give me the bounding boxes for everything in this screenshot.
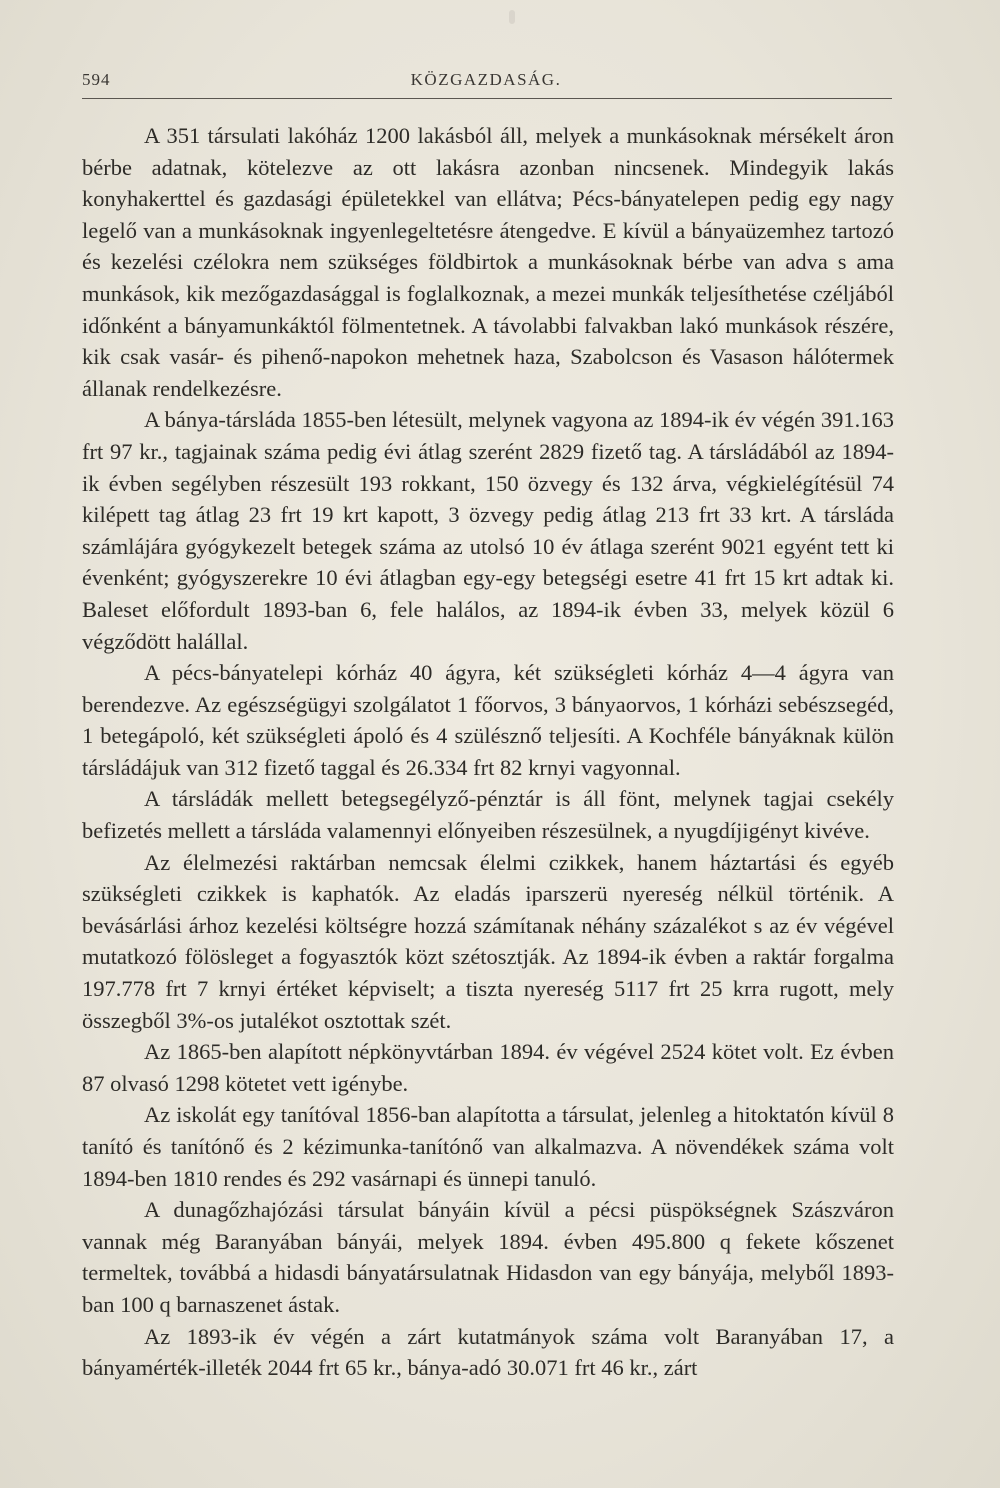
paragraph-library: Az 1865-ben alapított népkönyvtárban 1894. év végével 2524 kötet volt. Ez évben 87 olvasó 1298 kötetet vett igénybe. [82, 1039, 894, 1096]
header-rule [82, 98, 892, 99]
paragraph-fund: A bánya-társláda 1855-ben létesült, melynek vagyona az 1894-ik év végén 391.163 frt 97 kr., tagjainak száma pedig évi átlag szerént 2829 fizető tag. A társládából az 1894-ik évben segélyben részesült 193 rokkant, 150 özvegy és 132 árva, végkielégítésül 74 kilépett tag átlag 23 frt 19 krt kapott, 3 özvegy pedig átlag 213 frt 33 krt. A társláda számlájára gyógykezelt betegek száma az utolsó 10 év átlaga szerént 9021 egyént tett ki évenként; gyógyszerekre 10 évi átlagban egy-egy betegségi esetre 41 frt 15 krt adtak ki. Baleset előfordult 1893-ban 6, fele halálos, az 1894-ik évben 33, melyek közül 6 végződött halállal. [82, 407, 894, 654]
paragraph-food-store: Az élelmezési raktárban nemcsak élelmi czikkek, hanem háztartási és egyéb szükségleti czikkek is kaphatók. Az eladás iparszerü nyereség nélkül történik. A bevásárlási árhoz kezelési költségre hozzá számítanak néhány százalékot s az év végével mutatkozó fölösleget a fogyasztók közt szétosztják. Az 1894-ik évben a raktár forgalma 197.778 frt 7 krnyi értéket képviselt; a tiszta nyereség 5117 frt 25 krra rugott, mely összegből 3%-os jutalékot osztottak szét. [82, 849, 894, 1033]
running-title: KÖZGAZDASÁG. [410, 70, 562, 89]
paragraph-other-mines: A dunagőzhajózási társulat bányáin kívül a pécsi püspökségnek Szászváron vannak még Baranyában bányái, melyek 1894. évben 495.800 q fekete kőszenet termeltek, továbbá a hidasdi bányatársulatnak Hidasdon van egy bányája, melyből 1893-ban 100 q barnaszenet ástak. [82, 1197, 894, 1317]
running-header [82, 66, 890, 96]
paragraph-exploration: Az 1893-ik év végén a zárt kutatmányok száma volt Baranyában 17, a bányamérték-illeték 2044 frt 65 kr., bánya-adó 30.071 frt 46 kr., zárt [82, 1323, 894, 1381]
paragraph-housing: A 351 társulati lakóház 1200 lakásból áll, melyek a munkásoknak mérsékelt áron bérbe adatnak, kötelezve az ott lakásra azonban nincsenek. Mindegyik lakás konyhakerttel és gazdasági épületekkel van ellátva; Pécs-bányatelepen pedig egy nagy legelő van a munkásoknak ingyenlegeltetésre átengedve. E kívül a bányaüzemhez tartozó és kezelési czélokra nem szükséges földbirtok a munkásoknak bérbe van adva s ama munkások, kik mezőgazdasággal is foglalkoznak, a mezei munkák teljesíthetése czéljából időnként a bányamunkáktól fölmentetnek. A távolabbi falvakban lakó munkások részére, kik csak vasár- és pihenő-napokon mehetnek haza, Szabolcson és Vasason hálótermek állanak rendelkezésre. [82, 123, 894, 401]
body-text [82, 120, 894, 1384]
paragraph-hospital: A pécs-bányatelepi kórház 40 ágyra, két szükségleti kórház 4—4 ágyra van berendezve. Az egészségügyi szolgálatot 1 főorvos, 3 bányaorvos, 1 kórházi sebészsegéd, 1 betegápoló, két szükségleti ápoló és 4 szülésznő teljesíti. A Kochféle bányáknak külön társládájuk van 312 fizető taggal és 26.334 frt 82 krnyi vagyonnal. [82, 660, 894, 780]
paragraph-sick-fund: A társládák mellett betegsegélyző-pénztár is áll fönt, melynek tagjai csekély befizetés mellett a társláda valamennyi előnyeiben részesülnek, a nyugdíjigényt kivéve. [82, 786, 894, 844]
page-mark [509, 10, 515, 24]
paragraph-school: Az iskolát egy tanítóval 1856-ban alapította a társulat, jelenleg a hitoktatón kívül 8 tanító és tanítónő és 2 kézimunka-tanítónő van alkalmazva. A növendékek száma volt 1894-ben 1810 rendes és 292 vasárnapi és ünnepi tanuló. [82, 1102, 894, 1191]
page-number: 594 [82, 70, 111, 89]
